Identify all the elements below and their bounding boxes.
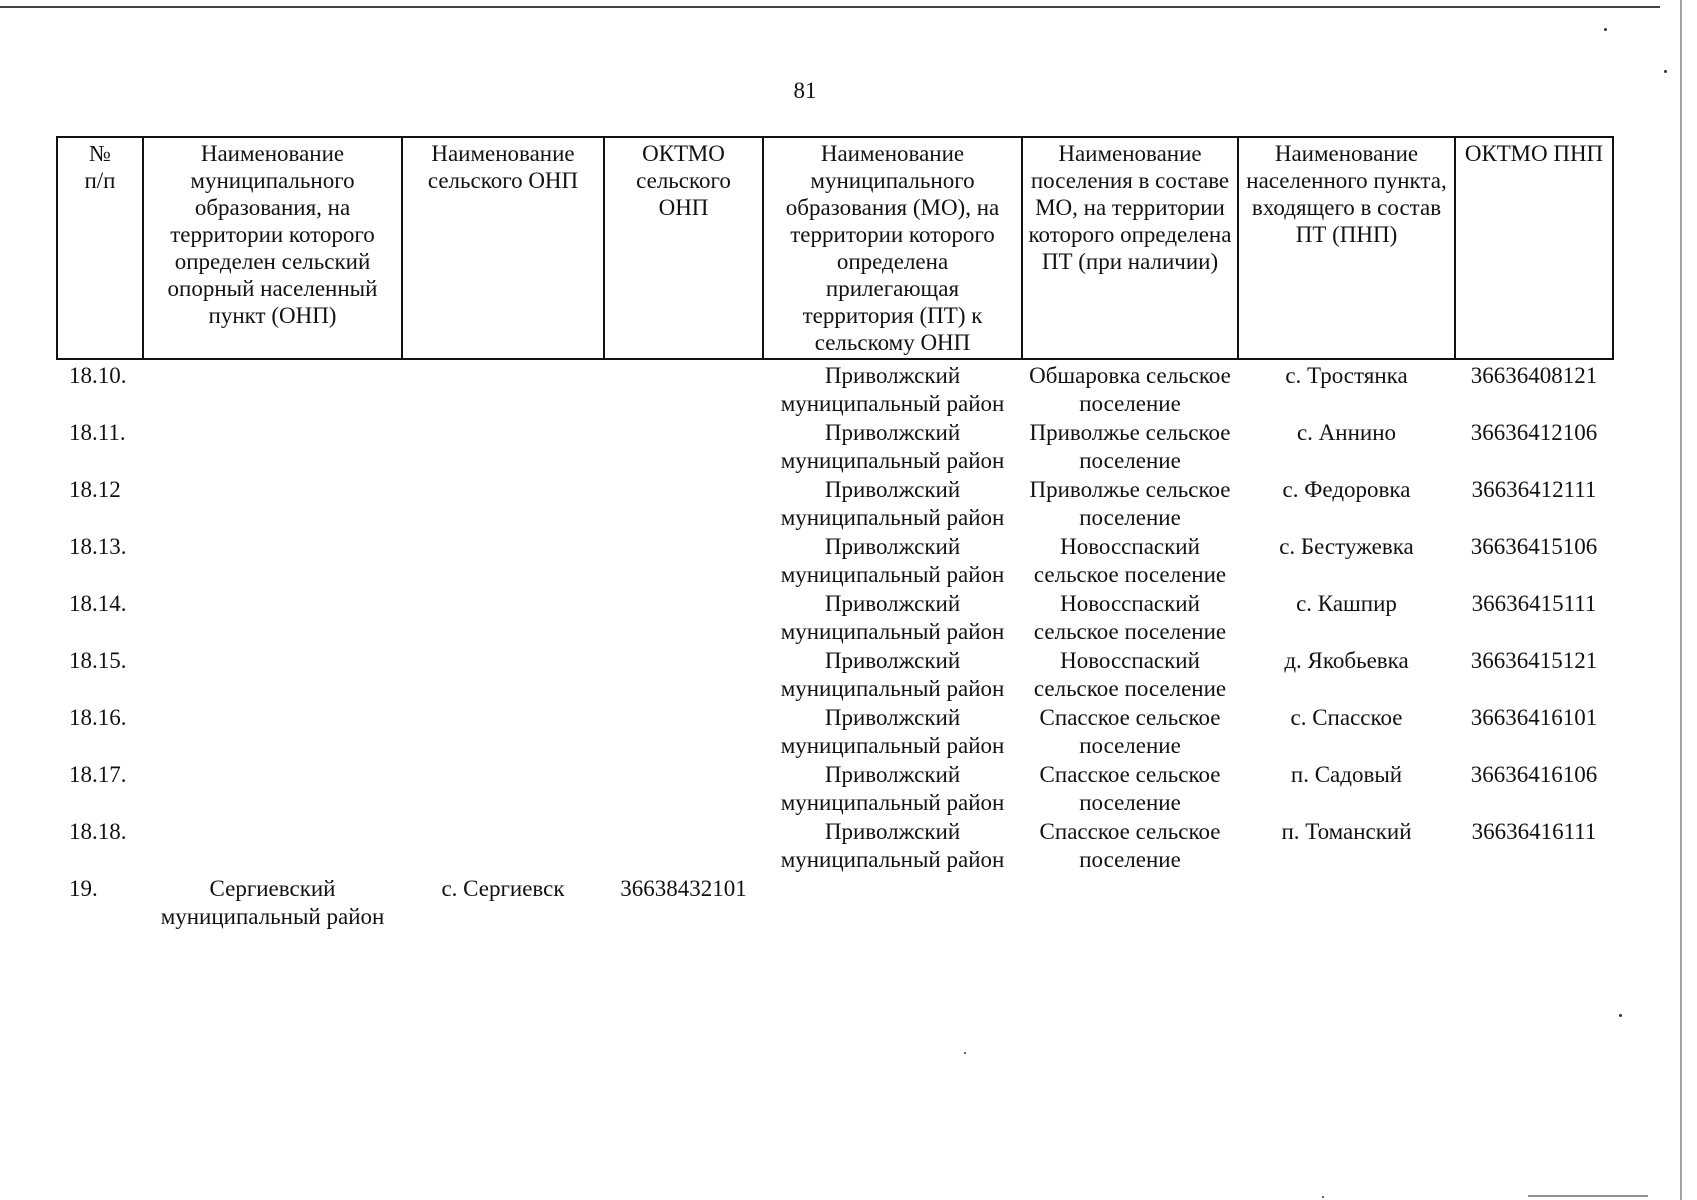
oktmo-pnp-cell: 36636416101 bbox=[1470, 705, 1598, 730]
header-cell-rural-onp-name: Наименование сельского ОНП bbox=[402, 137, 604, 359]
header-cell-locality-pnp: Наименование населенного пункта, входящего в состав ПТ (ПНП) bbox=[1238, 137, 1455, 359]
locality-cell: с. Аннино bbox=[1296, 420, 1397, 445]
rural-onp-cell bbox=[402, 816, 604, 873]
oktmo-pnp-cell: 36636415121 bbox=[1470, 648, 1598, 673]
oktmo-pnp-cell: 36636415106 bbox=[1470, 534, 1598, 559]
settlement-cell: Спасское сельское поселение bbox=[1039, 705, 1221, 758]
table-row bbox=[57, 531, 1613, 588]
scan-speck bbox=[964, 1052, 966, 1054]
settlement-cell bbox=[1022, 873, 1238, 930]
oktmo-pnp-cell: 36636412106 bbox=[1470, 420, 1598, 445]
settlement-cell: Приволжье сельское поселение bbox=[1029, 477, 1231, 530]
municipality-onp-cell bbox=[143, 759, 402, 816]
rural-onp-cell: с. Сергиевск bbox=[441, 876, 565, 901]
rural-onp-cell bbox=[402, 645, 604, 702]
settlements-table bbox=[56, 136, 1614, 930]
settlement-cell: Обшаровка сельское поселение bbox=[1029, 363, 1231, 416]
oktmo-onp-cell bbox=[604, 702, 763, 759]
table-row bbox=[57, 873, 1613, 930]
header-cell-municipality-onp: Наименование муниципального образования, на территории которого определен сельский опорный населенный пункт (ОНП) bbox=[143, 137, 402, 359]
locality-cell: с. Тростянка bbox=[1285, 363, 1408, 388]
settlement-cell: Спасское сельское поселение bbox=[1039, 819, 1221, 872]
header-cell-settlement-in-mo: Наименование поселения в составе МО, на территории которого определена ПТ (при наличии) bbox=[1022, 137, 1238, 359]
municipality-pt-cell: Приволжский муниципальный район bbox=[780, 762, 1005, 815]
municipality-onp-cell bbox=[143, 417, 402, 474]
header-cell-municipality-pt: Наименование муниципального образования (МО), на территории которого определена прилегающая территория (ПТ) к сельскому ОНП bbox=[763, 137, 1022, 359]
locality-cell: п. Садовый bbox=[1290, 762, 1403, 787]
scan-speck bbox=[1322, 1196, 1324, 1198]
table-row bbox=[57, 474, 1613, 531]
municipality-onp-cell bbox=[143, 702, 402, 759]
municipality-pt-cell: Приволжский муниципальный район bbox=[780, 534, 1005, 587]
scan-bottom-edge-line bbox=[1528, 1195, 1648, 1197]
municipality-onp-cell bbox=[143, 474, 402, 531]
oktmo-onp-cell: 36638432101 bbox=[620, 876, 747, 901]
table-row bbox=[57, 359, 1613, 417]
municipality-onp-cell bbox=[143, 588, 402, 645]
rural-onp-cell bbox=[402, 531, 604, 588]
scan-speck bbox=[1604, 28, 1607, 31]
settlement-cell: Новосспаский сельское поселение bbox=[1033, 591, 1227, 644]
settlement-cell: Приволжье сельское поселение bbox=[1029, 420, 1231, 473]
municipality-onp-cell bbox=[143, 645, 402, 702]
oktmo-onp-cell bbox=[604, 417, 763, 474]
locality-cell: с. Спасское bbox=[1290, 705, 1403, 730]
locality-cell: д. Якобьевка bbox=[1284, 648, 1409, 673]
rural-onp-cell bbox=[402, 359, 604, 417]
municipality-pt-cell: Приволжский муниципальный район bbox=[780, 648, 1005, 701]
oktmo-onp-cell bbox=[604, 588, 763, 645]
oktmo-onp-cell bbox=[604, 759, 763, 816]
table-row bbox=[57, 588, 1613, 645]
municipality-pt-cell: Приволжский муниципальный район bbox=[780, 819, 1005, 872]
municipality-pt-cell: Приволжский муниципальный район bbox=[780, 420, 1005, 473]
row-number-cell: 18.12 bbox=[69, 477, 121, 502]
rural-onp-cell bbox=[402, 417, 604, 474]
settlement-cell: Новосспаский сельское поселение bbox=[1033, 534, 1227, 587]
oktmo-onp-cell bbox=[604, 645, 763, 702]
settlement-cell: Новосспаский сельское поселение bbox=[1033, 648, 1227, 701]
row-number-cell: 18.11. bbox=[69, 420, 126, 445]
locality-cell: п. Томанский bbox=[1281, 819, 1412, 844]
settlement-cell: Спасское сельское поселение bbox=[1039, 762, 1221, 815]
locality-cell: с. Кашпир bbox=[1296, 591, 1397, 616]
locality-cell bbox=[1238, 873, 1455, 930]
header-cell-oktmo-onp: ОКТМО сельского ОНП bbox=[604, 137, 763, 359]
municipality-pt-cell bbox=[763, 873, 1022, 930]
row-number-cell: 18.18. bbox=[69, 819, 127, 844]
row-number-cell: 18.16. bbox=[69, 705, 127, 730]
table-row bbox=[57, 816, 1613, 873]
oktmo-onp-cell bbox=[604, 531, 763, 588]
oktmo-pnp-cell bbox=[1455, 873, 1613, 930]
rural-onp-cell bbox=[402, 702, 604, 759]
locality-cell: с. Федоровка bbox=[1282, 477, 1411, 502]
municipality-pt-cell: Приволжский муниципальный район bbox=[780, 591, 1005, 644]
row-number-cell: 18.14. bbox=[69, 591, 127, 616]
table-row bbox=[57, 702, 1613, 759]
scan-right-edge-line bbox=[1680, 0, 1682, 1200]
oktmo-pnp-cell: 36636416111 bbox=[1471, 819, 1597, 844]
municipality-onp-cell: Сергиевский муниципальный район bbox=[160, 876, 385, 929]
table-row bbox=[57, 759, 1613, 816]
row-number-cell: 18.17. bbox=[69, 762, 127, 787]
header-cell-oktmo-pnp: ОКТМО ПНП bbox=[1455, 137, 1613, 359]
municipality-onp-cell bbox=[143, 359, 402, 417]
oktmo-pnp-cell: 36636412111 bbox=[1471, 477, 1597, 502]
header-cell-row-number: № п/п bbox=[57, 137, 143, 359]
oktmo-pnp-cell: 36636415111 bbox=[1471, 591, 1597, 616]
table-header-row bbox=[57, 137, 1613, 359]
rural-onp-cell bbox=[402, 588, 604, 645]
row-number-cell: 19. bbox=[69, 876, 98, 901]
oktmo-pnp-cell: 36636408121 bbox=[1470, 363, 1598, 388]
table-row bbox=[57, 645, 1613, 702]
oktmo-onp-cell bbox=[604, 474, 763, 531]
municipality-pt-cell: Приволжский муниципальный район bbox=[780, 705, 1005, 758]
locality-cell: с. Бестужевка bbox=[1279, 534, 1414, 559]
oktmo-pnp-cell: 36636416106 bbox=[1470, 762, 1598, 787]
municipality-pt-cell: Приволжский муниципальный район bbox=[780, 363, 1005, 416]
row-number-cell: 18.10. bbox=[69, 363, 127, 388]
row-number-cell: 18.15. bbox=[69, 648, 127, 673]
document-table-container bbox=[56, 136, 1612, 930]
municipality-onp-cell bbox=[143, 531, 402, 588]
oktmo-onp-cell bbox=[604, 816, 763, 873]
rural-onp-cell bbox=[402, 474, 604, 531]
rural-onp-cell bbox=[402, 759, 604, 816]
municipality-pt-cell: Приволжский муниципальный район bbox=[780, 477, 1005, 530]
row-number-cell: 18.13. bbox=[69, 534, 127, 559]
scan-top-edge-line bbox=[0, 6, 1660, 8]
scan-speck bbox=[1619, 1014, 1622, 1017]
table-row bbox=[57, 417, 1613, 474]
oktmo-onp-cell bbox=[604, 359, 763, 417]
page-number: 81 bbox=[793, 78, 817, 103]
municipality-onp-cell bbox=[143, 816, 402, 873]
scan-speck bbox=[1664, 70, 1667, 73]
